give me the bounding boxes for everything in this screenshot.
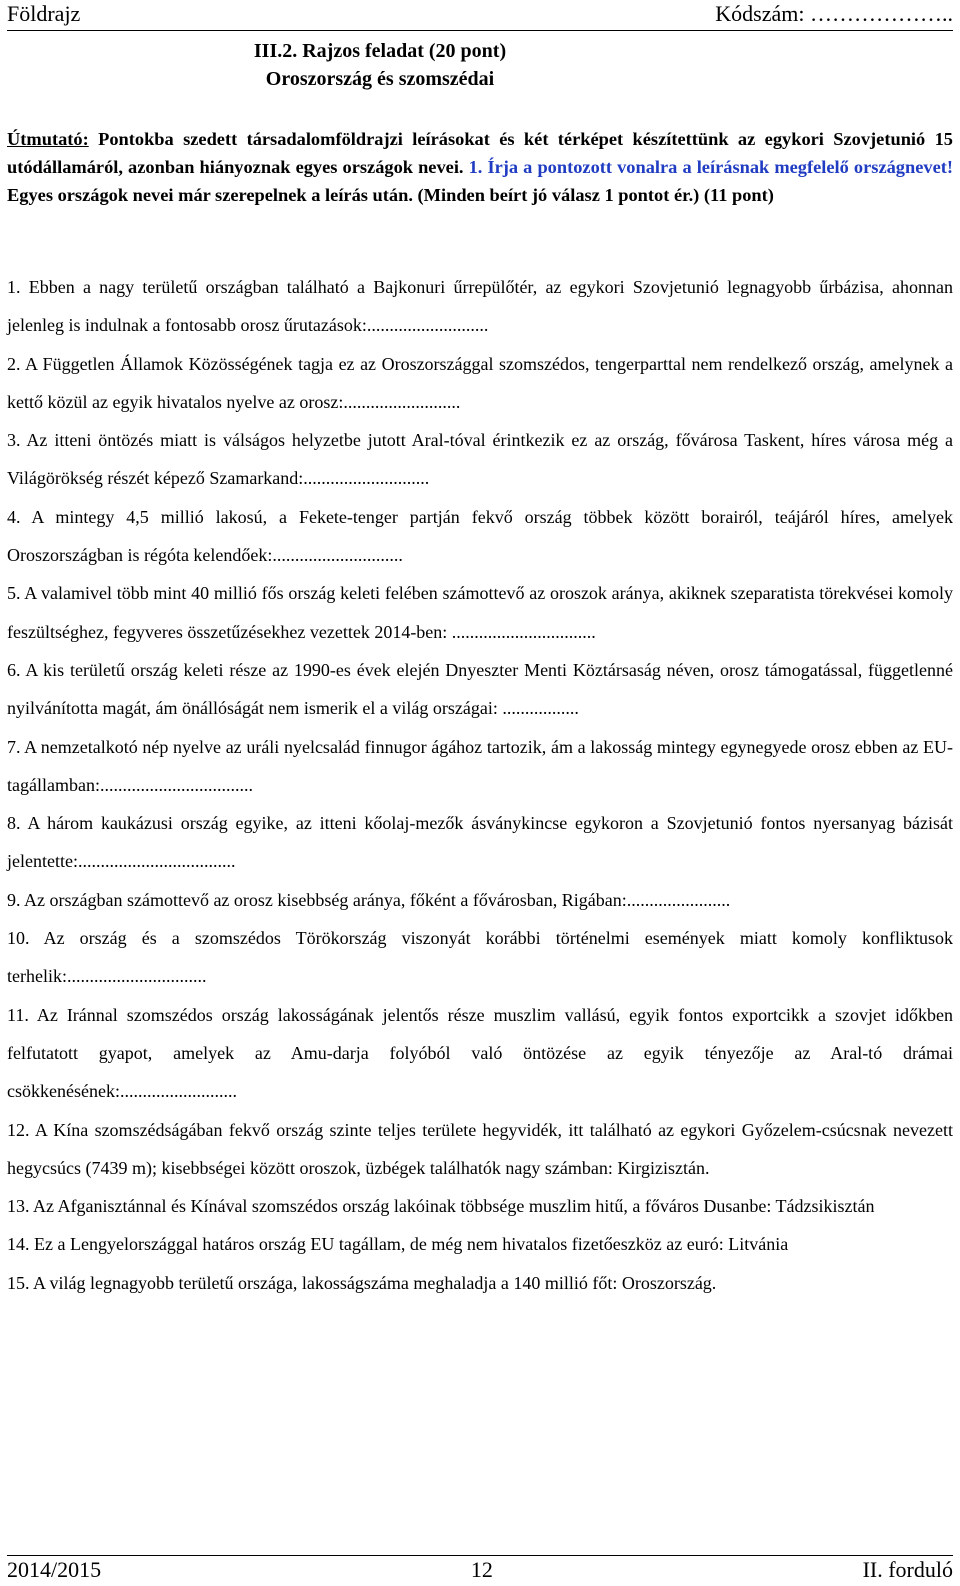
question-item: 15. A világ legnagyobb területű országa, lakosságszáma meghaladja a 140 millió főt: Oroszország. — [7, 1272, 717, 1293]
question-item: 2. A Független Államok Közösségének tagja ez az Oroszországgal szomszédos, tengerparttal nem rendelkező ország, amelynek a kettő közül az egyik hivatalos nyelve az orosz:.......................... — [7, 353, 953, 412]
question-item: 5. A valamivel több mint 40 millió fős ország keleti felében számottevő az oroszok aránya, akiknek szeparatista törekvései komoly feszültséghez, fegyveres összetűzésekhez vezettek 2014-ben: ................................ — [7, 583, 953, 642]
task-title-line1: III.2. Rajzos feladat (20 pont) — [253, 40, 507, 62]
instructions-task: 1. Írja a pontozott vonalra a leírásnak megfelelő országnevet! — [468, 157, 953, 177]
question-item: 1. Ebben a nagy területű országban található a Bajkonuri űrrepülőtér, az egykori Szovjetunió legnagyobb űrbázisa, ahonnan jelenleg is indulnak a fontosabb orosz űrutazások:........................... — [7, 277, 953, 336]
question-item: 9. Az országban számottevő az orosz kisebbség aránya, főként a fővárosban, Rigában:....................... — [7, 889, 731, 910]
question-item: 10. Az ország és a szomszédos Törökország viszonyát korábbi történelmi események miatt komoly konfliktusok terhelik:............................... — [7, 928, 953, 987]
question-item: 14. Ez a Lengyelországgal határos ország EU tagállam, de még nem hivatalos fizetőeszköz az euró: Litvánia — [7, 1234, 789, 1255]
page-footer — [7, 1555, 953, 1586]
question-item: 4. A mintegy 4,5 millió lakosú, a Fekete-tenger partján fekvő ország többek között borairól, teájáról híres, amelyek Oroszországban is régóta kelendőek:............................. — [7, 506, 953, 566]
subject-label: Földrajz — [7, 1, 81, 26]
question-item: 12. A Kína szomszédságában fekvő ország szinte teljes területe hegyvidék, itt található az egykori Győzelem-csúcsnak nevezett hegycsúcs (7439 m); kisebbségei között oroszok, üzbégek találhatók nagy számban: Kirgizisztán. — [7, 1119, 953, 1178]
task-title-line2: Oroszország és szomszédai — [265, 68, 495, 90]
footer-year: 2014/2015 — [7, 1557, 102, 1582]
instructions-text1: Pontokba szedett társadalomföldrajzi leírásokat és két térképet készítettünk az egykori Szovjetunió 15 utódállamáról, azonban hiányoznak egyes országok nevei. — [7, 129, 953, 177]
task-title — [0, 37, 760, 93]
footer-round: II. forduló — [862, 1557, 953, 1582]
page-header — [7, 0, 953, 31]
instructions-label: Útmutató: — [7, 129, 89, 149]
question-item: 13. Az Afganisztánnal és Kínával szomszédos ország lakóinak többsége muszlim hitű, a főváros Dusanbe: Tádzsikisztán — [7, 1196, 875, 1217]
code-label: Kódszám: ……………….. — [715, 1, 953, 26]
footer-page-number: 12 — [470, 1557, 493, 1582]
instructions — [7, 125, 953, 209]
question-list — [7, 268, 953, 1302]
question-item: 8. A három kaukázusi ország egyike, az itteni kőolaj-mezők ásványkincse egykoron a Szovjetunió fontos nyersanyag bázisát jelentette:................................... — [7, 813, 953, 872]
question-item: 11. Az Iránnal szomszédos ország lakosságának jelentős része muszlim vallású, egyik fontos exportcikk a szovjet időkben felfutatott gyapot, amelyek az Amu-darja folyóból való öntözése az egyik tényezője az Aral-tó drámai csökkenésének:.......................... — [7, 1004, 953, 1102]
question-item: 7. A nemzetalkotó nép nyelve az uráli nyelcsalád finnugor ágához tartozik, ám a lakosság mintegy egynegyede orosz ebben az EU-tagállamban:.................................. — [7, 736, 953, 795]
instructions-text3: Egyes országok nevei már szerepelnek a leírás után. (Minden beírt jó válasz 1 pontot ér.) (11 pont) — [7, 185, 774, 205]
question-item: 6. A kis területű ország keleti része az 1990-es évek elején Dnyeszter Menti Köztársaság néven, orosz támogatással, függetlenné nyilvánította magát, ám önállóságát nem ismerik el a világ országai: ................. — [7, 659, 953, 719]
question-item: 3. Az itteni öntözés miatt is válságos helyzetbe jutott Aral-tóval érintkezik ez az ország, fővárosa Taskent, híres városa még a Világörökség részét képező Szamarkand:............................ — [7, 430, 953, 489]
